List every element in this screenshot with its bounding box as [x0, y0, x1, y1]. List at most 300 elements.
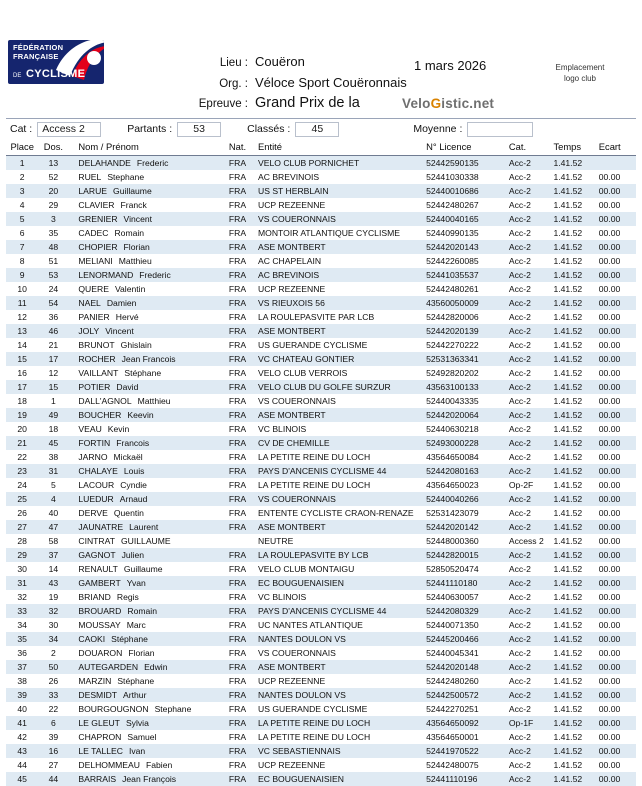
- cell-temps: 1.41.52: [551, 184, 596, 198]
- cell-dossard: 53: [38, 268, 68, 282]
- cell-dossard: 30: [38, 618, 68, 632]
- rider-lastname: JARNO: [78, 452, 107, 462]
- table-row: [6, 618, 636, 632]
- cell-entite: UCP REZEENNE: [254, 198, 424, 212]
- table-row: [6, 240, 636, 254]
- cell-nationalite: FRA: [221, 408, 254, 422]
- cell-entite: VC BLINOIS: [254, 422, 424, 436]
- rider-firstname: Quentin: [108, 508, 144, 518]
- cell-ecart: 00.00: [597, 604, 636, 618]
- cell-nom-prenom: [68, 730, 221, 744]
- cell-nationalite: FRA: [221, 562, 254, 576]
- cell-place: 25: [6, 492, 38, 506]
- moyenne-value: [467, 122, 533, 137]
- cell-categorie: Acc-2: [507, 562, 552, 576]
- cell-ecart: 00.00: [597, 184, 636, 198]
- cell-ecart: 00.00: [597, 702, 636, 716]
- cell-ecart: 00.00: [597, 758, 636, 772]
- cell-entite: EC BOUGUENAISIEN: [254, 576, 424, 590]
- cell-nom-prenom: [68, 478, 221, 492]
- cell-dossard: 1: [38, 394, 68, 408]
- rider-lastname: LENORMAND: [78, 270, 133, 280]
- cell-categorie: Acc-2: [507, 198, 552, 212]
- cell-licence: 43564650023: [424, 478, 507, 492]
- rider-lastname: VEAU: [78, 424, 101, 434]
- header-nom-prenom: Nom / Prénom: [68, 139, 221, 156]
- cell-ecart: 00.00: [597, 324, 636, 338]
- cell-place: 9: [6, 268, 38, 282]
- rider-firstname: Vincent: [118, 214, 153, 224]
- cell-categorie: Acc-2: [507, 618, 552, 632]
- classes-value: 45: [295, 122, 339, 137]
- cell-entite: PAYS D'ANCENIS CYCLISME 44: [254, 464, 424, 478]
- cell-nationalite: FRA: [221, 310, 254, 324]
- rider-lastname: POTIER: [78, 382, 110, 392]
- cell-licence: 52442820006: [424, 310, 507, 324]
- cell-dossard: 43: [38, 576, 68, 590]
- cell-nom-prenom: [68, 618, 221, 632]
- cell-temps: 1.41.52: [551, 772, 596, 786]
- table-row: [6, 394, 636, 408]
- cell-nom-prenom: [68, 506, 221, 520]
- cell-temps: 1.41.52: [551, 576, 596, 590]
- cell-place: 12: [6, 310, 38, 324]
- cat-label: Cat :: [10, 123, 37, 135]
- cell-licence: 52441970522: [424, 744, 507, 758]
- table-row: [6, 590, 636, 604]
- rider-lastname: GRENIER: [78, 214, 117, 224]
- cell-place: 45: [6, 772, 38, 786]
- cell-place: 10: [6, 282, 38, 296]
- header-entite: Entité: [254, 139, 424, 156]
- table-row: [6, 296, 636, 310]
- rider-firstname: Edwin: [138, 662, 167, 672]
- cell-ecart: 00.00: [597, 268, 636, 282]
- cell-nom-prenom: [68, 576, 221, 590]
- rider-firstname: Samuel: [121, 732, 156, 742]
- cell-categorie: Acc-2: [507, 254, 552, 268]
- table-row: [6, 576, 636, 590]
- cell-dossard: 48: [38, 240, 68, 254]
- table-row: [6, 156, 636, 171]
- cell-categorie: Acc-2: [507, 772, 552, 786]
- cell-entite: LA ROULEPASVITE BY LCB: [254, 548, 424, 562]
- cell-dossard: 39: [38, 730, 68, 744]
- table-row: [6, 758, 636, 772]
- cell-place: 42: [6, 730, 38, 744]
- brand-post: istic.net: [441, 96, 494, 111]
- cell-licence: 52531363341: [424, 352, 507, 366]
- rider-firstname: Jean Francois: [116, 354, 176, 364]
- moyenne-label: Moyenne :: [413, 123, 467, 135]
- cell-nationalite: FRA: [221, 688, 254, 702]
- cell-ecart: 00.00: [597, 366, 636, 380]
- cell-place: 23: [6, 464, 38, 478]
- cell-temps: 1.41.52: [551, 394, 596, 408]
- cell-licence: 52440990135: [424, 226, 507, 240]
- cell-place: 20: [6, 422, 38, 436]
- cell-ecart: 00.00: [597, 492, 636, 506]
- results-table-head: [6, 139, 636, 156]
- cell-temps: 1.41.52: [551, 618, 596, 632]
- cell-ecart: 00.00: [597, 730, 636, 744]
- cell-dossard: 15: [38, 380, 68, 394]
- cell-ecart: 00.00: [597, 772, 636, 786]
- cell-place: 6: [6, 226, 38, 240]
- org-label: Org. :: [186, 75, 255, 94]
- table-row: [6, 198, 636, 212]
- rider-lastname: DESMIDT: [78, 690, 117, 700]
- cell-nationalite: FRA: [221, 156, 254, 171]
- rider-lastname: RUEL: [78, 172, 101, 182]
- cell-nationalite: FRA: [221, 324, 254, 338]
- cell-ecart: 00.00: [597, 618, 636, 632]
- cell-temps: 1.41.52: [551, 534, 596, 548]
- cell-dossard: 46: [38, 324, 68, 338]
- cell-ecart: 00.00: [597, 352, 636, 366]
- page-header: [0, 0, 642, 118]
- cell-temps: 1.41.52: [551, 324, 596, 338]
- table-row: [6, 520, 636, 534]
- cell-entite: AC BREVINOIS: [254, 170, 424, 184]
- cell-licence: 52440071350: [424, 618, 507, 632]
- rider-firstname: Sylvia: [120, 718, 149, 728]
- cell-dossard: 2: [38, 646, 68, 660]
- cell-nom-prenom: [68, 520, 221, 534]
- cell-licence: 52442480075: [424, 758, 507, 772]
- rider-lastname: QUERE: [78, 284, 109, 294]
- table-row: [6, 268, 636, 282]
- cell-nom-prenom: [68, 772, 221, 786]
- cell-ecart: 00.00: [597, 464, 636, 478]
- cell-nom-prenom: [68, 590, 221, 604]
- cell-licence: 52441110180: [424, 576, 507, 590]
- ffc-logo-text: FÉDÉRATION FRANÇAISE: [13, 43, 79, 61]
- table-row: [6, 464, 636, 478]
- cell-dossard: 22: [38, 702, 68, 716]
- cell-entite: VELO CLUB PORNICHET: [254, 156, 424, 171]
- cell-nationalite: FRA: [221, 198, 254, 212]
- cell-entite: LA PETITE REINE DU LOCH: [254, 716, 424, 730]
- cell-temps: 1.41.52: [551, 492, 596, 506]
- cell-temps: 1.41.52: [551, 632, 596, 646]
- table-row: [6, 716, 636, 730]
- cell-place: 44: [6, 758, 38, 772]
- rider-firstname: Frederic: [133, 270, 171, 280]
- table-row: [6, 604, 636, 618]
- cell-place: 15: [6, 352, 38, 366]
- table-row: [6, 226, 636, 240]
- rider-lastname: CADEC: [78, 228, 108, 238]
- table-row: [6, 324, 636, 338]
- cell-dossard: 40: [38, 506, 68, 520]
- rider-lastname: DELAHANDE: [78, 158, 131, 168]
- cell-categorie: Access 2: [507, 534, 552, 548]
- ffc-logo-de: DE: [13, 73, 21, 79]
- cell-licence: 52440045341: [424, 646, 507, 660]
- results-table: [6, 139, 636, 786]
- cell-categorie: Acc-2: [507, 212, 552, 226]
- cell-nationalite: FRA: [221, 450, 254, 464]
- cell-categorie: Acc-2: [507, 226, 552, 240]
- table-row: [6, 646, 636, 660]
- cell-temps: 1.41.52: [551, 338, 596, 352]
- rider-lastname: DERVE: [78, 508, 107, 518]
- cell-entite: VELO CLUB VERROIS: [254, 366, 424, 380]
- cell-temps: 1.41.52: [551, 716, 596, 730]
- moyenne-field: [413, 119, 533, 139]
- cell-entite: VS COUERONNAIS: [254, 212, 424, 226]
- cell-categorie: Acc-2: [507, 310, 552, 324]
- cell-dossard: 5: [38, 478, 68, 492]
- rider-lastname: FORTIN: [78, 438, 110, 448]
- table-row: [6, 730, 636, 744]
- cell-entite: US GUERANDE CYCLISME: [254, 338, 424, 352]
- cell-dossard: 12: [38, 366, 68, 380]
- event-meta: [186, 52, 407, 114]
- table-row: [6, 408, 636, 422]
- rider-firstname: Stephane: [149, 704, 192, 714]
- cell-dossard: 13: [38, 156, 68, 171]
- cell-licence: 52442270251: [424, 702, 507, 716]
- table-row: [6, 562, 636, 576]
- cell-entite: VELO CLUB DU GOLFE SURZUR: [254, 380, 424, 394]
- cell-temps: 1.41.52: [551, 506, 596, 520]
- cell-nationalite: FRA: [221, 492, 254, 506]
- rider-lastname: BROUARD: [78, 606, 121, 616]
- table-row: [6, 632, 636, 646]
- table-row: [6, 254, 636, 268]
- rider-firstname: Mickaël: [108, 452, 143, 462]
- rider-firstname: Jean François: [116, 774, 176, 784]
- cell-temps: 1.41.52: [551, 562, 596, 576]
- cell-temps: 1.41.52: [551, 464, 596, 478]
- cell-nom-prenom: [68, 660, 221, 674]
- table-row: [6, 282, 636, 296]
- cell-categorie: Acc-2: [507, 170, 552, 184]
- cell-licence: 52442260085: [424, 254, 507, 268]
- cell-temps: 1.41.52: [551, 590, 596, 604]
- cell-nom-prenom: [68, 394, 221, 408]
- cell-nationalite: FRA: [221, 366, 254, 380]
- cell-entite: VS COUERONNAIS: [254, 492, 424, 506]
- cell-dossard: 58: [38, 534, 68, 548]
- cell-place: 31: [6, 576, 38, 590]
- cell-nationalite: FRA: [221, 618, 254, 632]
- rider-firstname: Yvan: [121, 578, 146, 588]
- brand-accent: G: [431, 96, 442, 111]
- cell-temps: 1.41.52: [551, 604, 596, 618]
- cell-entite: UCP REZEENNE: [254, 758, 424, 772]
- cell-categorie: Acc-2: [507, 352, 552, 366]
- rider-firstname: Valentin: [109, 284, 145, 294]
- cell-temps: 1.41.52: [551, 520, 596, 534]
- cell-nationalite: FRA: [221, 170, 254, 184]
- cell-place: 38: [6, 674, 38, 688]
- cell-licence: 52440010686: [424, 184, 507, 198]
- partants-label: Partants :: [127, 123, 177, 135]
- cell-dossard: 37: [38, 548, 68, 562]
- cell-dossard: 49: [38, 408, 68, 422]
- cell-licence: 52442820015: [424, 548, 507, 562]
- rider-lastname: PANIER: [78, 312, 109, 322]
- cell-ecart: 00.00: [597, 310, 636, 324]
- cell-categorie: Op-1F: [507, 716, 552, 730]
- cell-temps: 1.41.52: [551, 758, 596, 772]
- cell-licence: 52442020143: [424, 240, 507, 254]
- cell-dossard: 6: [38, 716, 68, 730]
- table-row: [6, 660, 636, 674]
- meta-row-org: [186, 73, 407, 94]
- cell-ecart: 00.00: [597, 394, 636, 408]
- cell-nationalite: FRA: [221, 436, 254, 450]
- table-row: [6, 478, 636, 492]
- rider-lastname: BOUCHER: [78, 410, 121, 420]
- rider-firstname: Fabien: [140, 760, 172, 770]
- cell-place: 21: [6, 436, 38, 450]
- cell-entite: AC BREVINOIS: [254, 268, 424, 282]
- cell-nom-prenom: [68, 296, 221, 310]
- cell-nom-prenom: [68, 310, 221, 324]
- rider-lastname: JAUNATRE: [78, 522, 123, 532]
- cell-place: 24: [6, 478, 38, 492]
- cell-nationalite: FRA: [221, 730, 254, 744]
- cell-ecart: 00.00: [597, 450, 636, 464]
- cell-nationalite: [221, 534, 254, 548]
- cell-entite: UCP REZEENNE: [254, 674, 424, 688]
- cell-nationalite: FRA: [221, 380, 254, 394]
- cell-nom-prenom: [68, 156, 221, 171]
- rider-firstname: Florian: [118, 242, 150, 252]
- cell-nom-prenom: [68, 464, 221, 478]
- cell-categorie: Acc-2: [507, 702, 552, 716]
- cell-ecart: 00.00: [597, 296, 636, 310]
- cell-temps: 1.41.52: [551, 702, 596, 716]
- cell-nom-prenom: [68, 408, 221, 422]
- cell-dossard: 50: [38, 660, 68, 674]
- cell-ecart: 00.00: [597, 338, 636, 352]
- cell-licence: 43563100133: [424, 380, 507, 394]
- cell-nom-prenom: [68, 744, 221, 758]
- cell-categorie: Acc-2: [507, 422, 552, 436]
- cell-temps: 1.41.52: [551, 744, 596, 758]
- lieu-value: Couëron: [255, 52, 305, 71]
- cell-categorie: Acc-2: [507, 408, 552, 422]
- cell-ecart: [597, 156, 636, 171]
- cell-ecart: 00.00: [597, 590, 636, 604]
- cell-licence: 52442480261: [424, 282, 507, 296]
- cell-entite: VC SEBASTIENNAIS: [254, 744, 424, 758]
- cell-categorie: Acc-2: [507, 674, 552, 688]
- table-row: [6, 548, 636, 562]
- cell-nom-prenom: [68, 674, 221, 688]
- cell-categorie: Acc-2: [507, 632, 552, 646]
- table-row: [6, 436, 636, 450]
- cell-nom-prenom: [68, 450, 221, 464]
- rider-firstname: David: [110, 382, 138, 392]
- rider-firstname: Ivan: [123, 746, 145, 756]
- cell-categorie: Acc-2: [507, 268, 552, 282]
- cell-nationalite: FRA: [221, 520, 254, 534]
- epreuve-label: Epreuve :: [186, 95, 255, 114]
- cell-nationalite: FRA: [221, 590, 254, 604]
- cell-place: 17: [6, 380, 38, 394]
- cell-nationalite: FRA: [221, 422, 254, 436]
- rider-firstname: Laurent: [123, 522, 158, 532]
- rider-lastname: CLAVIER: [78, 200, 114, 210]
- rider-lastname: AUTEGARDEN: [78, 662, 138, 672]
- cell-dossard: 31: [38, 464, 68, 478]
- cell-place: 37: [6, 660, 38, 674]
- cell-licence: 52442020148: [424, 660, 507, 674]
- cell-nationalite: FRA: [221, 226, 254, 240]
- cell-nom-prenom: [68, 688, 221, 702]
- cell-nom-prenom: [68, 324, 221, 338]
- results-table-body: [6, 156, 636, 786]
- cell-dossard: 14: [38, 562, 68, 576]
- rider-firstname: Vincent: [99, 326, 134, 336]
- cell-place: 28: [6, 534, 38, 548]
- cell-licence: 52442480267: [424, 198, 507, 212]
- cell-licence: 52440043335: [424, 394, 507, 408]
- cell-place: 1: [6, 156, 38, 171]
- cell-nom-prenom: [68, 254, 221, 268]
- rider-firstname: Frederic: [131, 158, 169, 168]
- rider-lastname: MOUSSAY: [78, 620, 120, 630]
- cell-dossard: 26: [38, 674, 68, 688]
- cell-categorie: Acc-2: [507, 380, 552, 394]
- rider-firstname: Kevin: [102, 424, 130, 434]
- cell-temps: 1.41.52: [551, 450, 596, 464]
- table-row: [6, 310, 636, 324]
- cell-entite: UC NANTES ATLANTIQUE: [254, 618, 424, 632]
- cell-dossard: 47: [38, 520, 68, 534]
- cell-place: 8: [6, 254, 38, 268]
- rider-firstname: Stephane: [101, 172, 144, 182]
- cell-temps: 1.41.52: [551, 296, 596, 310]
- cell-place: 26: [6, 506, 38, 520]
- cell-licence: 52448000360: [424, 534, 507, 548]
- cell-place: 5: [6, 212, 38, 226]
- header-place: Place: [6, 139, 38, 156]
- meta-row-epreuve: [186, 94, 407, 114]
- cell-nationalite: FRA: [221, 296, 254, 310]
- table-row: [6, 506, 636, 520]
- cell-dossard: 16: [38, 744, 68, 758]
- rider-lastname: VAILLANT: [78, 368, 118, 378]
- cell-place: 13: [6, 324, 38, 338]
- cell-nom-prenom: [68, 198, 221, 212]
- rider-firstname: Franck: [115, 200, 147, 210]
- header-categorie: Cat.: [507, 139, 552, 156]
- table-row: [6, 674, 636, 688]
- cell-temps: 1.41.52: [551, 646, 596, 660]
- cell-categorie: Acc-2: [507, 688, 552, 702]
- cell-ecart: 00.00: [597, 576, 636, 590]
- cell-categorie: Acc-2: [507, 324, 552, 338]
- cell-entite: MONTOIR ATLANTIQUE CYCLISME: [254, 226, 424, 240]
- rider-lastname: CHALAYE: [78, 466, 117, 476]
- cell-nom-prenom: [68, 534, 221, 548]
- rider-lastname: RENAULT: [78, 564, 117, 574]
- rider-lastname: BRIAND: [78, 592, 110, 602]
- meta-row-lieu: [186, 52, 407, 73]
- rider-firstname: Ghislain: [115, 340, 152, 350]
- cell-place: 14: [6, 338, 38, 352]
- rider-lastname: LUEDUR: [78, 494, 113, 504]
- cell-entite: ASE MONTBERT: [254, 660, 424, 674]
- cell-licence: 52442020064: [424, 408, 507, 422]
